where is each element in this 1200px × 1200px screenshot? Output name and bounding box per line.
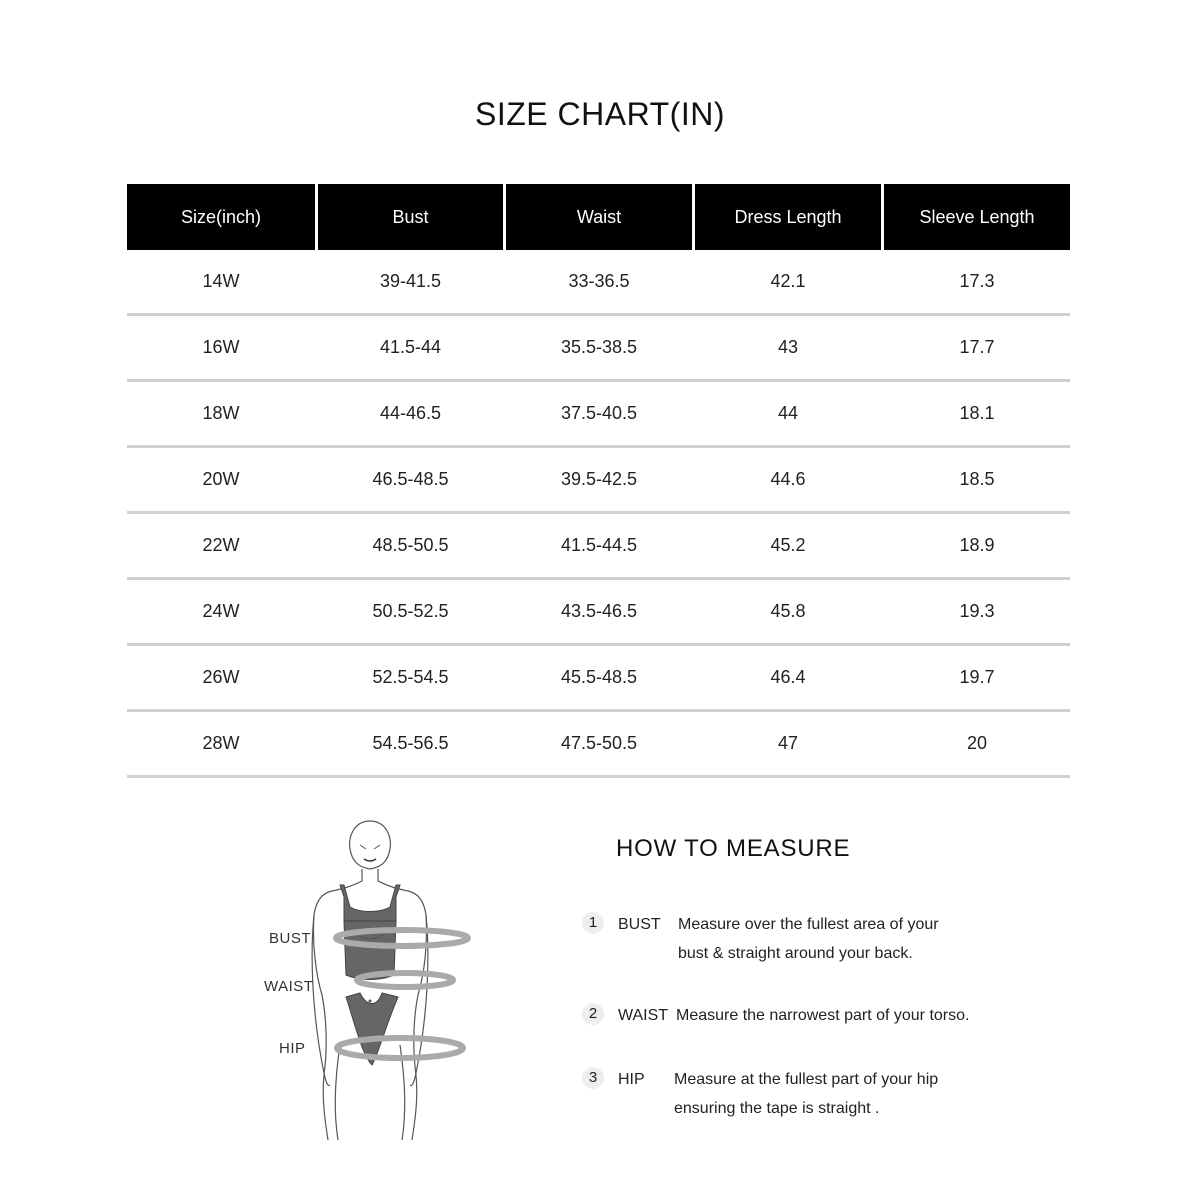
table-row (127, 712, 1070, 778)
bust-label: BUST (269, 930, 312, 947)
waist-label: WAIST (264, 978, 314, 995)
cell-bust: 41.5-44 (379, 337, 442, 357)
cell-sleeve-length: 19.7 (959, 667, 995, 687)
body-figure (250, 815, 490, 1145)
cell-waist: 37.5-40.5 (560, 403, 638, 423)
page-title: SIZE CHART(IN) (475, 96, 725, 132)
cell-sleeve-length: 19.3 (959, 601, 995, 621)
table-row (127, 646, 1070, 712)
step-text-line: Measure the narrowest part of your torso. (676, 1007, 970, 1024)
table-body (127, 250, 1070, 778)
measure-step-hip (582, 1071, 1102, 1131)
cell-sleeve-length: 17.7 (959, 337, 995, 357)
step-text-line: Measure over the fullest area of your (678, 916, 939, 933)
cell-bust: 44-46.5 (379, 403, 442, 423)
cell-dress-length: 44.6 (770, 469, 806, 489)
header-waist: Waist (506, 184, 692, 250)
step-name: WAIST (618, 1007, 669, 1024)
cell-sleeve-length: 17.3 (959, 271, 995, 291)
cell-sleeve-length: 18.1 (959, 403, 995, 423)
measure-step-bust (582, 916, 1102, 976)
how-to-measure-title: HOW TO MEASURE (616, 835, 851, 862)
hip-label: HIP (279, 1040, 306, 1057)
cell-dress-length: 43 (777, 337, 799, 357)
table-row (127, 580, 1070, 646)
cell-size: 14W (202, 271, 240, 291)
cell-dress-length: 47 (777, 733, 799, 753)
cell-bust: 54.5-56.5 (372, 733, 449, 753)
step-number: 2 (582, 1003, 604, 1025)
header-sleeve-length: Sleeve Length (884, 184, 1070, 250)
step-name: BUST (618, 916, 661, 933)
cell-waist: 41.5-44.5 (560, 535, 638, 555)
header-size: Size(inch) (127, 184, 315, 250)
table-row (127, 514, 1070, 580)
header-bust: Bust (318, 184, 503, 250)
cell-waist: 33-36.5 (568, 271, 630, 291)
how-to-measure (582, 835, 1102, 1117)
cell-dress-length: 42.1 (770, 271, 806, 291)
cell-size: 20W (202, 469, 240, 489)
cell-bust: 39-41.5 (379, 271, 442, 291)
cell-waist: 39.5-42.5 (560, 469, 638, 489)
step-name: HIP (618, 1071, 645, 1088)
step-text (676, 1001, 1036, 1030)
cell-dress-length: 44 (777, 403, 799, 423)
cell-bust: 46.5-48.5 (372, 469, 449, 489)
measure-step-waist (582, 1007, 1102, 1037)
cell-sleeve-length: 20 (966, 733, 988, 753)
size-chart-table (127, 184, 1070, 778)
table-row (127, 382, 1070, 448)
cell-bust: 50.5-52.5 (372, 601, 449, 621)
cell-size: 18W (202, 403, 240, 423)
cell-bust: 52.5-54.5 (372, 667, 449, 687)
cell-waist: 45.5-48.5 (560, 667, 638, 687)
cell-dress-length: 46.4 (770, 667, 806, 687)
step-text (678, 910, 1008, 968)
step-text-line: ensuring the tape is straight . (674, 1100, 880, 1117)
header-dress-length: Dress Length (695, 184, 881, 250)
cell-waist: 35.5-38.5 (560, 337, 638, 357)
step-text (674, 1065, 1004, 1123)
cell-waist: 47.5-50.5 (560, 733, 638, 753)
cell-size: 22W (202, 535, 240, 555)
cell-bust: 48.5-50.5 (372, 535, 449, 555)
cell-dress-length: 45.2 (770, 535, 806, 555)
step-text-line: bust & straight around your back. (678, 945, 913, 962)
table-row (127, 316, 1070, 382)
table-row (127, 250, 1070, 316)
cell-size: 26W (202, 667, 240, 687)
cell-waist: 43.5-46.5 (560, 601, 638, 621)
cell-sleeve-length: 18.9 (959, 535, 995, 555)
cell-size: 28W (202, 733, 240, 753)
step-number: 1 (582, 912, 604, 934)
table-row (127, 448, 1070, 514)
cell-size: 24W (202, 601, 240, 621)
waist-tape (357, 973, 453, 987)
step-number: 3 (582, 1067, 604, 1089)
step-text-line: Measure at the fullest part of your hip (674, 1071, 939, 1088)
cell-size: 16W (202, 337, 240, 357)
cell-dress-length: 45.8 (770, 601, 806, 621)
table-header (127, 184, 1070, 250)
cell-sleeve-length: 18.5 (959, 469, 995, 489)
